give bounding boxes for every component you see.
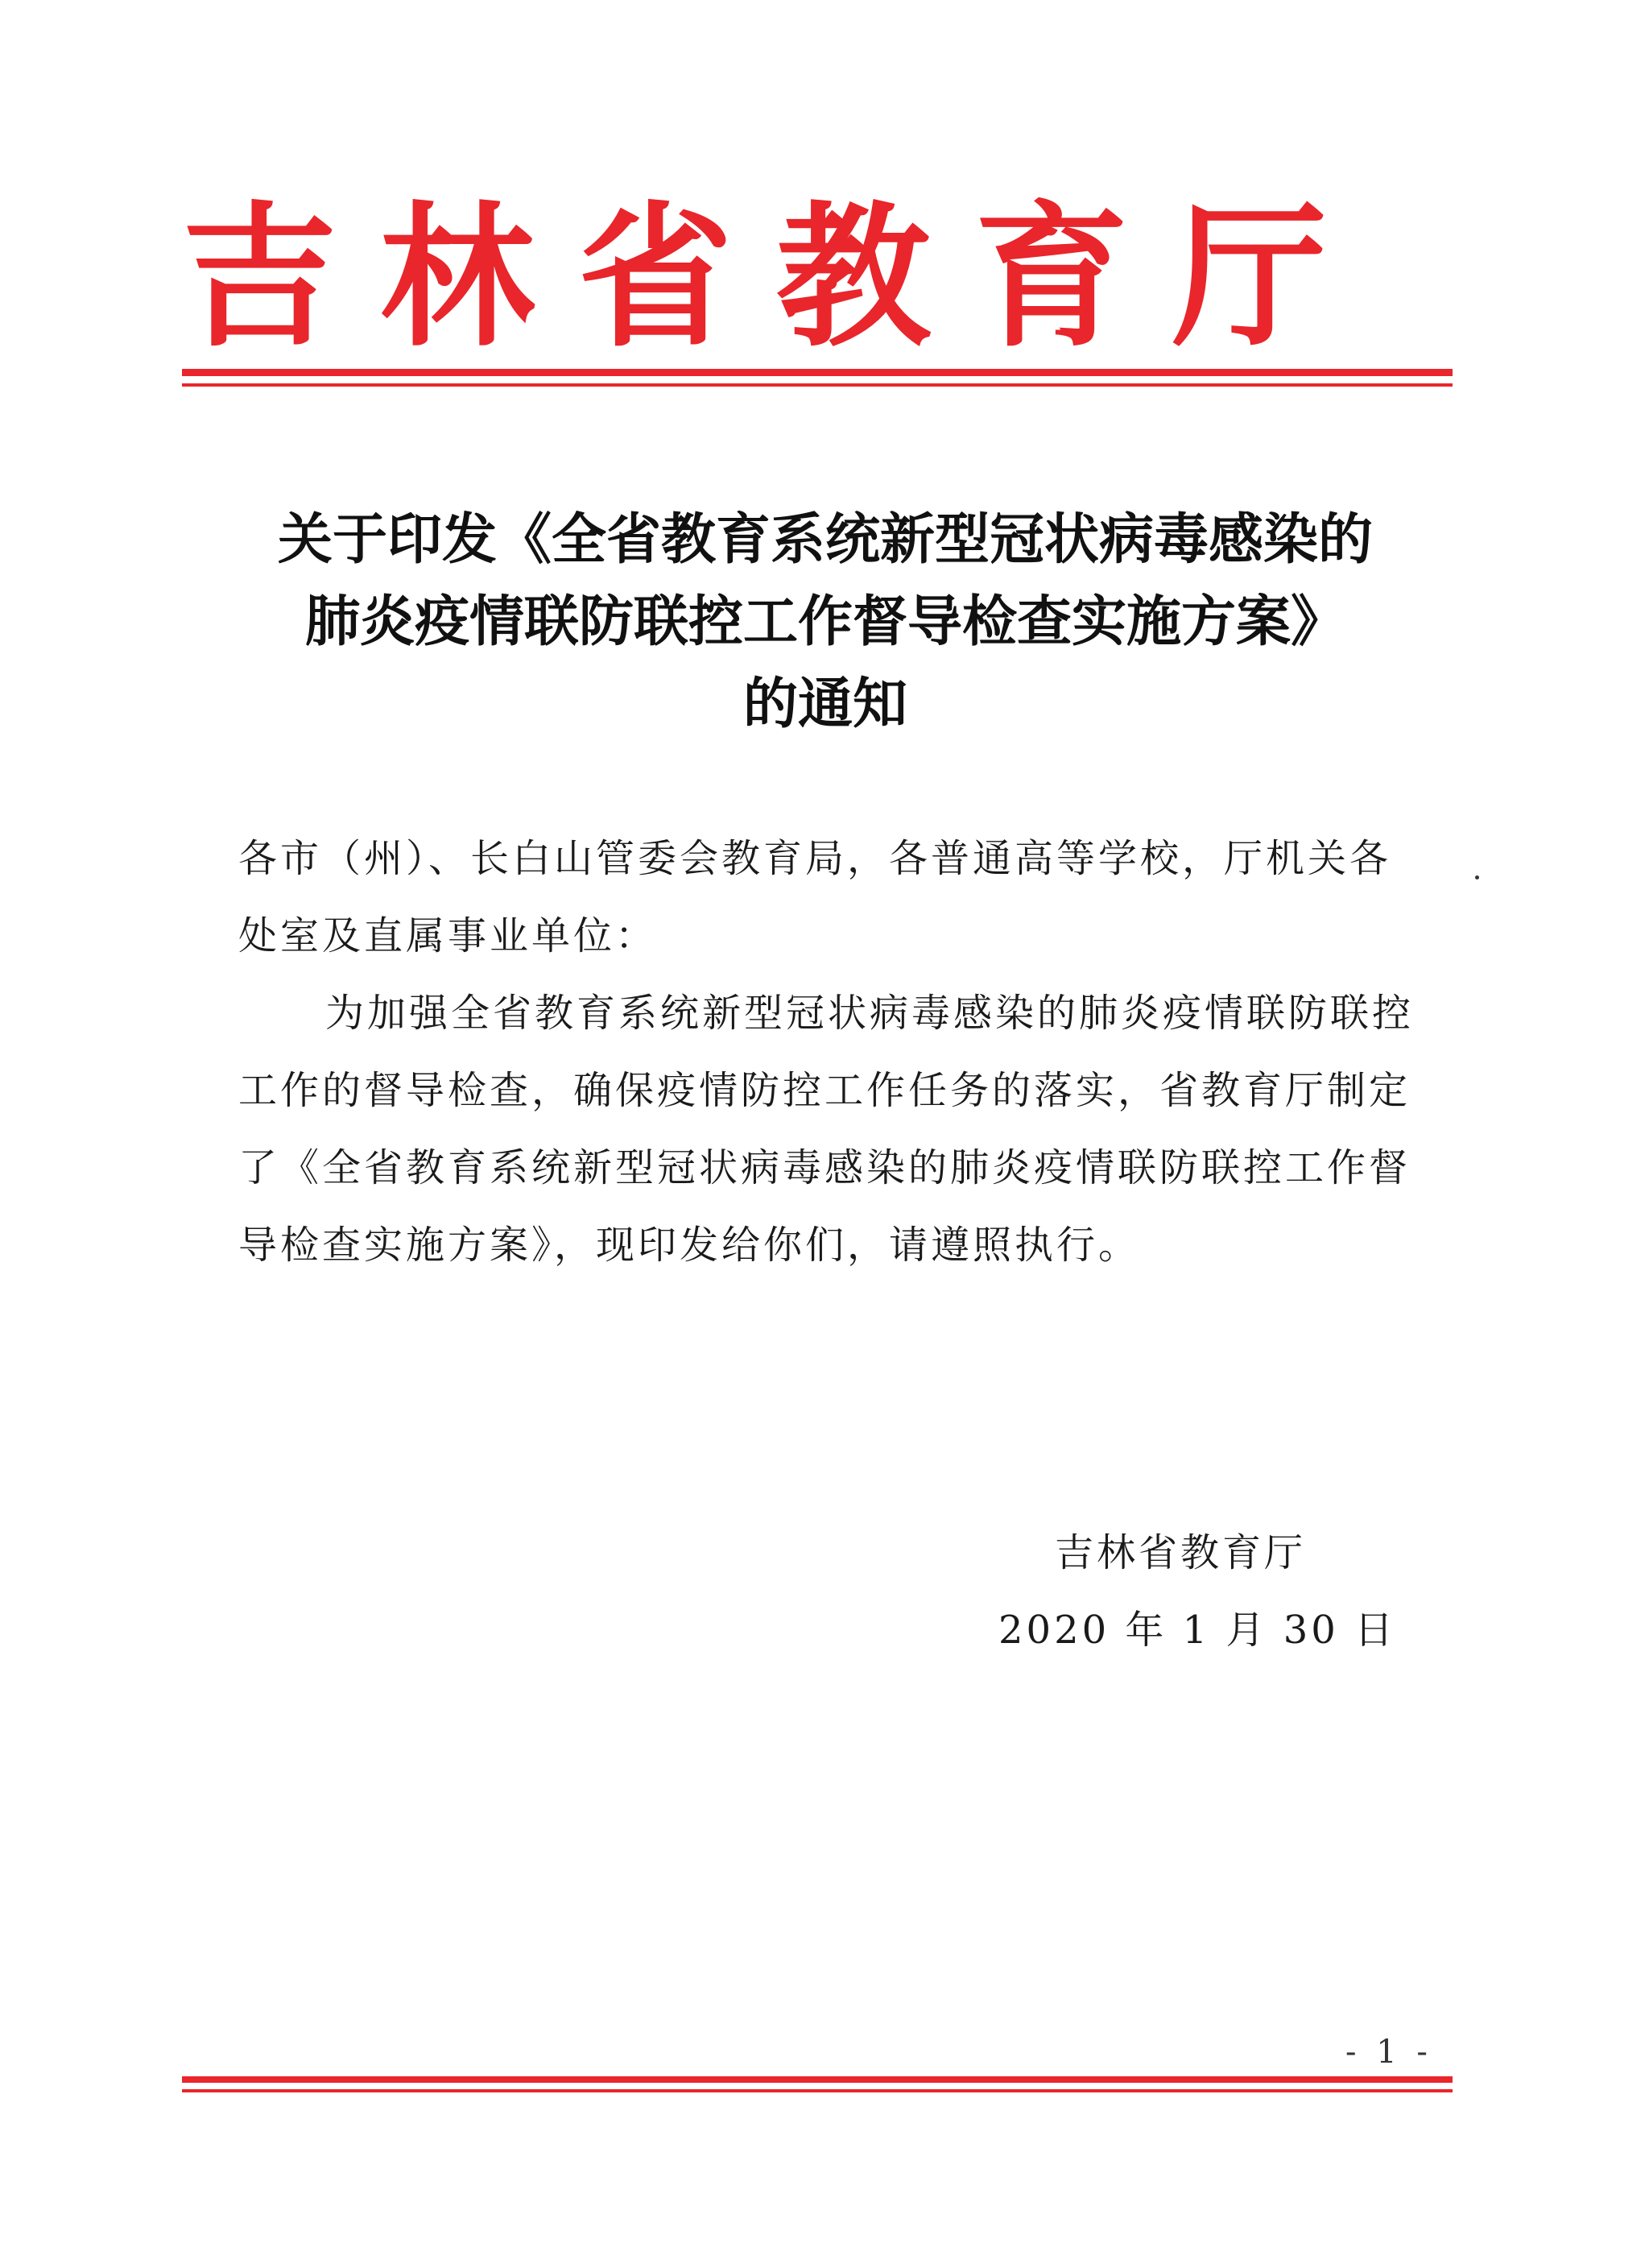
heading-line-3: 的通知 bbox=[742, 673, 907, 736]
letterhead-issuer: 吉林省教育厅 bbox=[182, 187, 1370, 368]
letterhead-rule-thin bbox=[182, 383, 1453, 387]
body-paragraph: 为加强全省教育系统新型冠状病毒感染的肺炎疫情联防联控工作的督导检查，确保疫情防控工作任务的落实，省教育厅制定了《全省教育系统新型冠状病毒感染的肺炎疫情联防联控工作督导检查实施方案》，现印发给你们，请遵照执行。 bbox=[238, 991, 1415, 1268]
footer-rule-thin bbox=[182, 2089, 1453, 2092]
signature-date: 2020 年 1 月 30 日 bbox=[998, 1608, 1397, 1653]
heading-line-1: 关于印发《全省教育系统新型冠状病毒感染的 bbox=[277, 508, 1373, 572]
scan-speck bbox=[1475, 875, 1479, 879]
heading-line-2: 肺炎疫情联防联控工作督导检查实施方案》 bbox=[304, 590, 1345, 654]
footer-rule-thick bbox=[182, 2076, 1453, 2083]
document-heading bbox=[193, 499, 1457, 746]
signature-issuer: 吉林省教育厅 bbox=[1055, 1530, 1307, 1575]
signature-block bbox=[998, 1514, 1441, 1669]
page-number: - 1 - bbox=[1345, 2034, 1432, 2071]
letterhead-rule-thick bbox=[182, 369, 1453, 376]
addressee: 各市（州）、长白山管委会教育局，各普通高等学校，厅机关各处室及直属事业单位： bbox=[238, 836, 1392, 958]
